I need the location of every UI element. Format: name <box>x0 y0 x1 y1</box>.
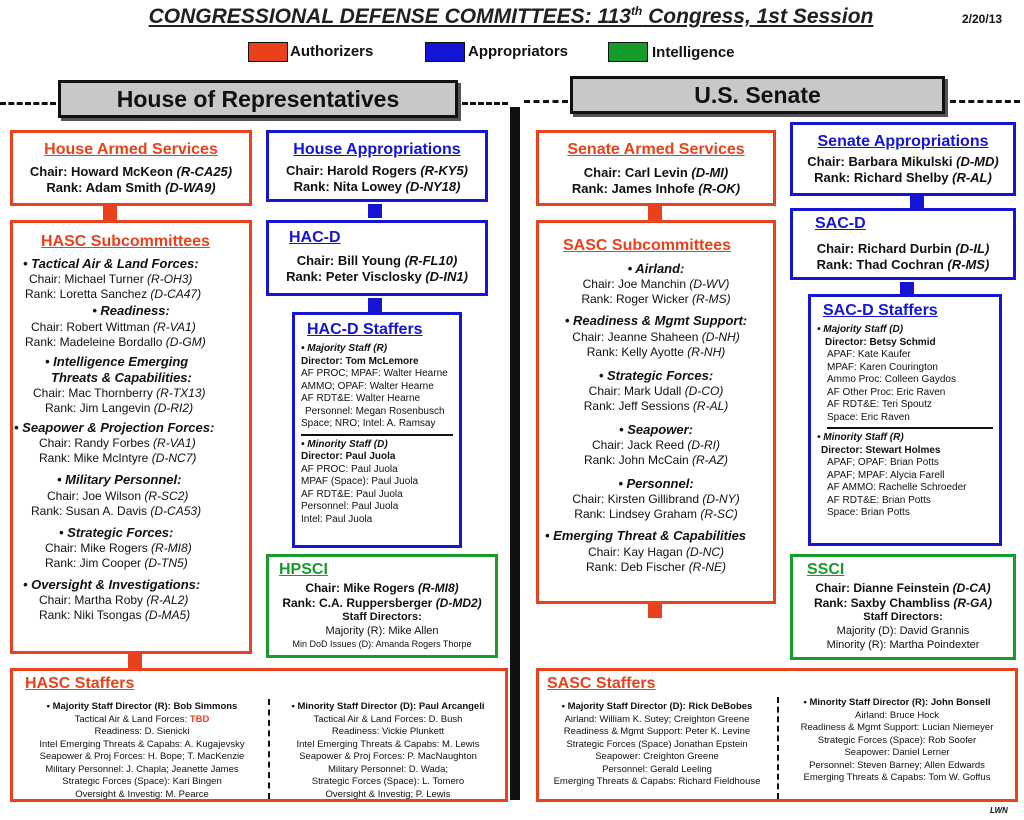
hpsci-name: HPSCI <box>279 561 328 578</box>
sasc-rank: Rank: James Inhofe (R-OK) <box>571 181 741 197</box>
connector <box>368 298 382 312</box>
subcommittee-intelligence: • Intelligence Emerging Threats & Capabilities: Chair: Mac Thornberry (R-TX13) Rank: Jim Langevin (D-RI2) <box>33 353 206 415</box>
hacd-name: HAC-D <box>289 229 341 246</box>
subcommittee-military-personnel: • Military Personnel: Chair: Joe Wilson (R-SC2) Rank: Susan A. Davis (D-CA53) <box>31 472 202 518</box>
legend-label-intelligence: Intelligence <box>652 44 735 61</box>
divider-line <box>301 434 453 436</box>
subcommittee-senate-personnel: • Personnel: Chair: Kirsten Gillibrand (D-NY) Rank: Lindsey Graham (R-SC) <box>572 476 740 522</box>
sac-rank: Rank: Richard Shelby (R-AL) <box>814 170 992 186</box>
sasc-majority-staff: • Majority Staff Director (D): Rick DeBobes Airland: William K. Sutey; Creighton Greene Readiness & Mgmt Support: Peter K. Levine Strategic Forces (Space) Jonathan Epstein Seapower: Creighton Greene Personnel: Gerald Leeling Emerging Threats & Capabs: Richard Fieldhouse <box>553 701 761 788</box>
page-title: CONGRESSIONAL DEFENSE COMMITTEES: 113th Congress, 1st Session <box>148 4 874 28</box>
subcommittee-oversight: • Oversight & Investigations: Chair: Martha Roby (R-AL2) Rank: Niki Tsongas (D-MA5) <box>23 576 201 622</box>
dashed-rule <box>950 100 1020 103</box>
column-separator <box>268 699 270 799</box>
legend-label-appropriators: Appropriators <box>468 43 569 60</box>
connector <box>648 206 662 220</box>
sasc-staffers-box <box>536 668 1018 802</box>
subcommittee-seapower: • Seapower & Projection Forces: Chair: Randy Forbes (R-VA1) Rank: Mike McIntyre (D-NC7) <box>14 420 215 466</box>
hasc-rank: Rank: Adam Smith (D-WA9) <box>46 180 216 196</box>
subcommittee-readiness-mgmt: • Readiness & Mgmt Support: Chair: Jeanne Shaheen (D-NH) Rank: Kelly Ayotte (R-NH) <box>564 313 748 359</box>
hpsci-box: HPSCI Chair: Mike Rogers (R-MI8) Rank: C.A. Ruppersberger (D-MD2) Staff Directors: Majority (R): Mike Allen Min DoD Issues (D): Amanda Rogers Thorpe <box>266 554 498 658</box>
hasc-box <box>10 130 252 206</box>
hacd-rank: Rank: Peter Visclosky (D-IN1) <box>286 269 468 285</box>
hasc-chair: Chair: Howard McKeon (R-CA25) <box>29 164 233 179</box>
sacd-name: SAC-D <box>815 215 866 232</box>
house-chamber-header: House of Representatives <box>58 80 458 118</box>
sac-chair: Chair: Barbara Mikulski (D-MD) <box>807 154 999 169</box>
subcommittee-tactical-air: • Tactical Air & Land Forces: Chair: Michael Turner (R-OH3) Rank: Loretta Sanchez (D-CA47) <box>23 256 202 302</box>
sacd-box <box>790 208 1016 280</box>
hacd-box <box>266 220 488 296</box>
hac-box <box>266 130 488 202</box>
hpsci-rank: Rank: C.A. Ruppersberger (D-MD2) <box>282 596 482 610</box>
sacd-chair: Chair: Richard Durbin (D-IL) <box>816 241 990 256</box>
hac-rank: Rank: Nita Lowey (D-NY18) <box>293 179 461 195</box>
sasc-subcommittees-box <box>536 220 776 604</box>
sasc-chair: Chair: Carl Levin (D-MI) <box>583 165 729 180</box>
hasc-subcommittees-box <box>10 220 252 654</box>
subcommittee-strategic-forces: • Strategic Forces: Chair: Mike Rogers (R-MI8) Rank: Jim Cooper (D-TN5) <box>45 524 192 570</box>
sasc-minority-staff: • Minority Staff Director (R): John Bonsell Airland: Bruce Hock Readiness & Mgmt Support: Lucian Niemeyer Strategic Forces (Space): Rob Soofer Seapower: Daniel Lerner Personnel: Steven Barney; Allen Edwards Emerging Threats & Capabs: Tom W. Goffus <box>800 697 994 784</box>
ssci-name: SSCI <box>807 561 845 578</box>
legend-swatch-appropriators <box>425 42 465 62</box>
date-label: 2/20/13 <box>962 12 1003 26</box>
author-mark: LWN <box>990 806 1008 815</box>
divider-line <box>827 427 993 429</box>
hacd-chair: Chair: Bill Young (R-FL10) <box>296 253 458 268</box>
legend-swatch-authorizers <box>248 42 288 62</box>
hacd-staff-name: HAC-D Staffers <box>307 321 423 338</box>
hac-name: House Appropriations <box>293 141 461 158</box>
subcommittee-emerging-threat: • Emerging Threat & Capabilities Chair: Kay Hagan (D-NC) Rank: Deb Fischer (R-NE) <box>545 528 747 574</box>
sacd-staffers-box: SAC-D Staffers • Majority Staff (D) Director: Betsy Schmid APAF: Kate Kaufer MPAF: Karen Courington Ammo Proc: Colleen Gaydos AF Other Proc: Eric Raven AF RDT&E: Teri Spoutz Space: Eric Raven • Minority Staff (R) Director: Stewart Holmes APAF; OPAF: Brian Potts APAF; MPAF: Alycia Farell AF AMMO: Rachelle Schroeder AF RDT&E: Brian Potts Space: Brian Potts <box>808 294 1002 546</box>
hasc-minority-staff: • Minority Staff Director (D): Paul Arcangeli Tactical Air & Land Forces: D. Bush Readiness: Vickie Plunkett Intel Emerging Threats & Capabs: M. Lewis Seapower & Proj Forces: P. MacNaughton Military Personnel: D. Wada; Strategic Forces (Space): L. Tomero Oversight & Investig; P. Lewis <box>291 701 485 800</box>
hasc-name: House Armed Services <box>44 141 218 158</box>
sacd-rank: Rank: Thad Cochran (R-MS) <box>816 257 990 273</box>
dashed-rule <box>524 100 568 103</box>
column-separator <box>777 697 779 799</box>
dashed-rule <box>462 102 508 105</box>
hasc-staffers-box <box>10 668 508 802</box>
sac-box <box>790 122 1016 196</box>
ssci-rank: Rank: Saxby Chambliss (R-GA) <box>813 596 993 610</box>
legend-swatch-intelligence <box>608 42 648 62</box>
connector <box>368 204 382 218</box>
connector <box>648 604 662 618</box>
sac-name: Senate Appropriations <box>817 133 989 150</box>
legend-label-authorizers: Authorizers <box>290 43 374 60</box>
subcommittee-senate-strategic: • Strategic Forces: Chair: Mark Udall (D-CO) Rank: Jeff Sessions (R-AL) <box>583 367 729 413</box>
sasc-sub-name: SASC Subcommittees <box>563 237 732 254</box>
hasc-staff-name: HASC Staffers <box>25 675 135 692</box>
hasc-sub-name: HASC Subcommittees <box>41 233 210 250</box>
subcommittee-senate-seapower: • Seapower: Chair: Jack Reed (D-RI) Rank: John McCain (R-AZ) <box>583 421 729 467</box>
hac-chair: Chair: Harold Rogers (R-KY5) <box>285 163 469 178</box>
subcommittee-airland: • Airland: Chair: Joe Manchin (D-WV) Rank: Roger Wicker (R-MS) <box>581 261 731 307</box>
chamber-divider <box>510 107 520 800</box>
hpsci-chair: Chair: Mike Rogers (R-MI8) <box>305 581 459 595</box>
sacd-staff-name: SAC-D Staffers <box>823 302 938 319</box>
subcommittee-readiness: • Readiness: Chair: Robert Wittman (R-VA1) Rank: Madeleine Bordallo (D-GM) <box>25 303 206 349</box>
connector <box>128 654 142 668</box>
sasc-staff-name: SASC Staffers <box>547 675 656 692</box>
sasc-box <box>536 130 776 206</box>
senate-chamber-header: U.S. Senate <box>570 76 945 114</box>
dashed-rule <box>0 102 56 105</box>
hasc-majority-staff: • Majority Staff Director (R): Bob Simmons Tactical Air & Land Forces: TBD Readiness: D. Sienicki Intel Emerging Threats & Capabs: A. Kugajevsky Seapower & Proj Forces: H. Bope; T. MacKenzie Military Personnel: J. Chapla; Jeanette James Strategic Forces (Space): Kari Bingen Oversight & Investig: M. Pearce <box>39 701 245 800</box>
connector <box>103 206 117 220</box>
ssci-box: SSCI Chair: Dianne Feinstein (D-CA) Rank: Saxby Chambliss (R-GA) Staff Directors: Majority (D): David Grannis Minority (R): Martha Poindexter <box>790 554 1016 660</box>
hacd-staffers-box: HAC-D Staffers • Majority Staff (R) Director: Tom McLemore AF PROC; MPAF: Walter Hearne AMMO; OPAF: Walter Hearne AF RDT&E: Walter Hearne Personnel: Megan Rosenbusch Space; NRO; Intel: A. Ramsay • Minority Staff (D) Director: Paul Juola AF PROC: Paul Juola MPAF (Space): Paul Juola AF RDT&E: Paul Juola Personnel: Paul Juola Intel: Paul Juola <box>292 312 462 548</box>
ssci-chair: Chair: Dianne Feinstein (D-CA) <box>815 581 991 595</box>
sasc-name: Senate Armed Services <box>567 141 745 158</box>
